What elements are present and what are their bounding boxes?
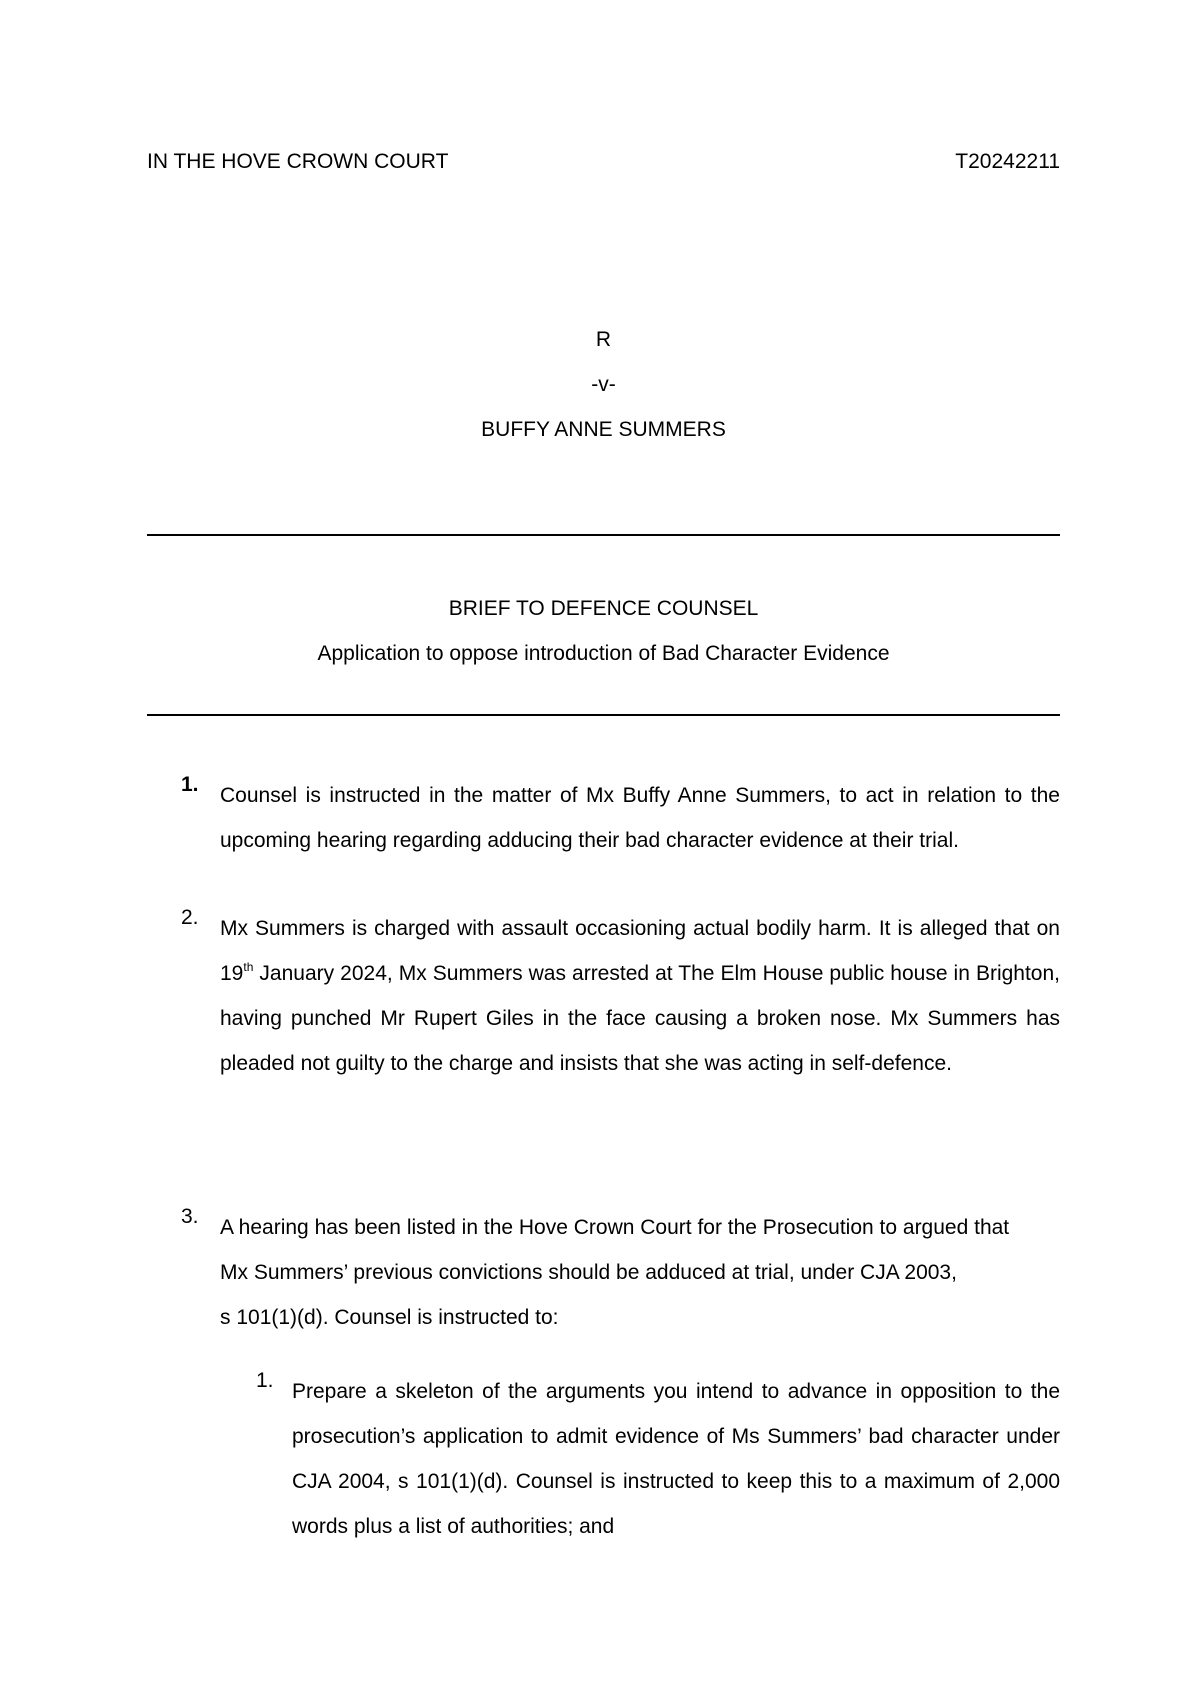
sub-paragraph-number: 1. — [256, 1369, 274, 1392]
ordinal-suffix: th — [243, 960, 254, 974]
divider-top — [147, 534, 1060, 536]
paragraph-text-part: January 2024, Mx Summers was arrested at The Elm House public house in Brighton, having punched Mr Rupert Giles in the face causing a broken nose. Mx Summers has pleaded not guilty to the charge and insists that she was acting in self-defence. — [220, 962, 1060, 1075]
paragraph-line: s 101(1)(d). Counsel is instructed to: — [220, 1306, 559, 1329]
divider-bottom — [147, 714, 1060, 716]
paragraph-text — [220, 1205, 1060, 1340]
paragraph-text — [220, 906, 1060, 1086]
sub-paragraph-text: Prepare a skeleton of the arguments you intend to advance in opposition to the prosecution’s application to admit evidence of Ms Summers’ bad character under CJA 2004, s 101(1)(d). Counsel is instructed to keep this to a maximum of 2,000 words plus a list of authorities; and — [292, 1380, 1060, 1538]
prosecution-party: R — [595, 328, 612, 351]
paragraph-text-part: Mx Summers is charged with assault occasioning actual bodily harm. It is alleged that on 19 — [220, 917, 1060, 985]
paragraph-text: Counsel is instructed in the matter of Mx Buffy Anne Summers, to act in relation to the upcoming hearing regarding adducing their bad character evidence at their trial. — [220, 784, 1060, 852]
paragraph-number: 3. — [181, 1205, 199, 1228]
court-header — [147, 150, 1060, 180]
court-name: IN THE HOVE CROWN COURT — [147, 150, 449, 173]
paragraph-number: 2. — [181, 906, 199, 929]
paragraph-number: 1. — [181, 773, 199, 796]
paragraph-line: A hearing has been listed in the Hove Crown Court for the Prosecution to argued that — [220, 1216, 1010, 1239]
defendant-name: BUFFY ANNE SUMMERS — [481, 418, 726, 441]
case-number: T20242211 — [955, 150, 1060, 173]
versus-label: -v- — [591, 373, 616, 396]
brief-subtitle: Application to oppose introduction of Bad Character Evidence — [317, 642, 890, 665]
brief-title: BRIEF TO DEFENCE COUNSEL — [448, 597, 759, 620]
paragraph-line: Mx Summers’ previous convictions should be adduced at trial, under CJA 2003, — [220, 1261, 957, 1284]
